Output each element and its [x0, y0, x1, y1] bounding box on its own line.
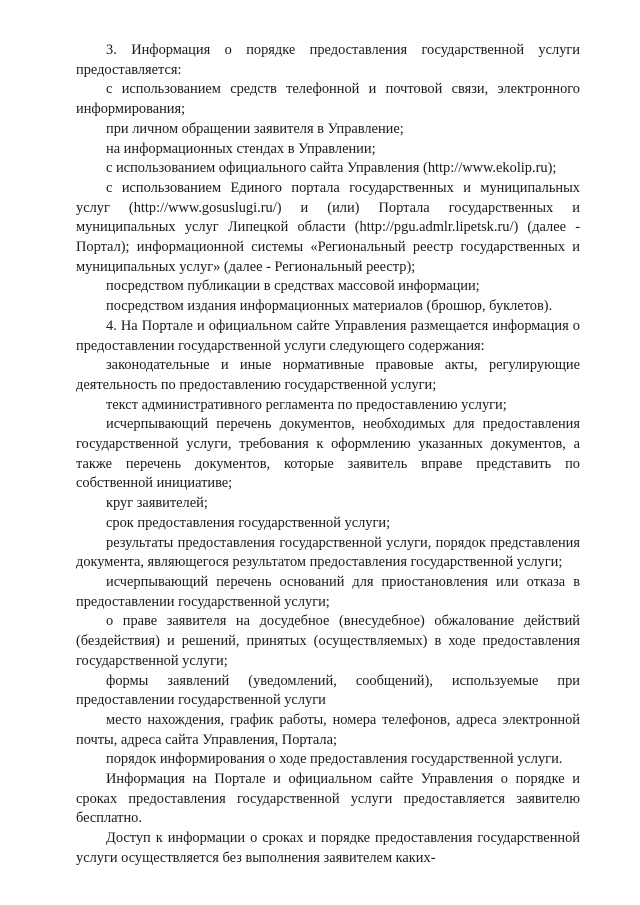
paragraph: при личном обращении заявителя в Управление; — [106, 120, 404, 137]
paragraph: круг заявителей; — [106, 495, 208, 512]
paragraph: с использованием официального сайта Управления (http://www.ekolip.ru); — [106, 160, 557, 177]
paragraph: с использованием Единого портала государственных и муниципальных услуг (http://www.gosuslugi.ru/) и (или) Портала государственных и муниципальных услуг Липецкой области (http://pgu.admlr.lipetsk.ru/) (далее - Портал); информационной системы «Региональный реестр государственных и муниципальных услуг» (далее - Региональный реестр); — [76, 179, 580, 275]
paragraph: посредством публикации в средствах массовой информации; — [106, 278, 480, 295]
paragraph: 4. На Портале и официальном сайте Управления размещается информация о предоставлении государственной услуги следующего содержания: — [76, 317, 580, 354]
paragraph: законодательные и иные нормативные правовые акты, регулирующие деятельность по предоставлению государственной услуги; — [76, 357, 580, 393]
paragraph: формы заявлений (уведомлений, сообщений), используемые при предоставлении государственной услуги — [76, 672, 580, 709]
paragraph: посредством издания информационных материалов (брошюр, буклетов). — [106, 298, 553, 315]
paragraph: 3. Информация о порядке предоставления государственной услуги предоставляется: — [76, 42, 580, 78]
paragraph: о праве заявителя на досудебное (внесудебное) обжалование действий (бездействия) и решений, принятых (осуществляемых) в ходе предоставления государственной услуги; — [76, 613, 580, 669]
paragraph: порядок информирования о ходе предоставления государственной услуги. — [106, 751, 563, 768]
paragraph: текст административного регламента по предоставлению услуги; — [106, 396, 507, 413]
paragraph: с использованием средств телефонной и почтовой связи, электронного информирования; — [76, 81, 580, 118]
paragraph: Доступ к информации о сроках и порядке предоставления государственной услуги осуществляется без выполнения заявителем каких- — [76, 830, 580, 866]
document-page — [76, 41, 580, 869]
paragraph: срок предоставления государственной услуги; — [106, 514, 391, 531]
paragraph: место нахождения, график работы, номера телефонов, адреса электронной почты, адреса сайта Управления, Портала; — [76, 711, 580, 748]
paragraph: результаты предоставления государственной услуги, порядок представления документа, являющегося результатом предоставления государственной услуги; — [76, 534, 580, 571]
paragraph: на информационных стендах в Управлении; — [106, 140, 376, 157]
paragraph: исчерпывающий перечень документов, необходимых для предоставления государственной услуги, требования к оформлению указанных документов, а также перечень документов, которые заявитель вправе представить по собственной инициативе; — [76, 416, 580, 492]
paragraph: исчерпывающий перечень оснований для приостановления или отказа в предоставлении государственной услуги; — [76, 573, 580, 610]
paragraph: Информация на Портале и официальном сайте Управления о порядке и сроках предоставления государственной услуги предоставляется заявителю бесплатно. — [76, 771, 580, 827]
